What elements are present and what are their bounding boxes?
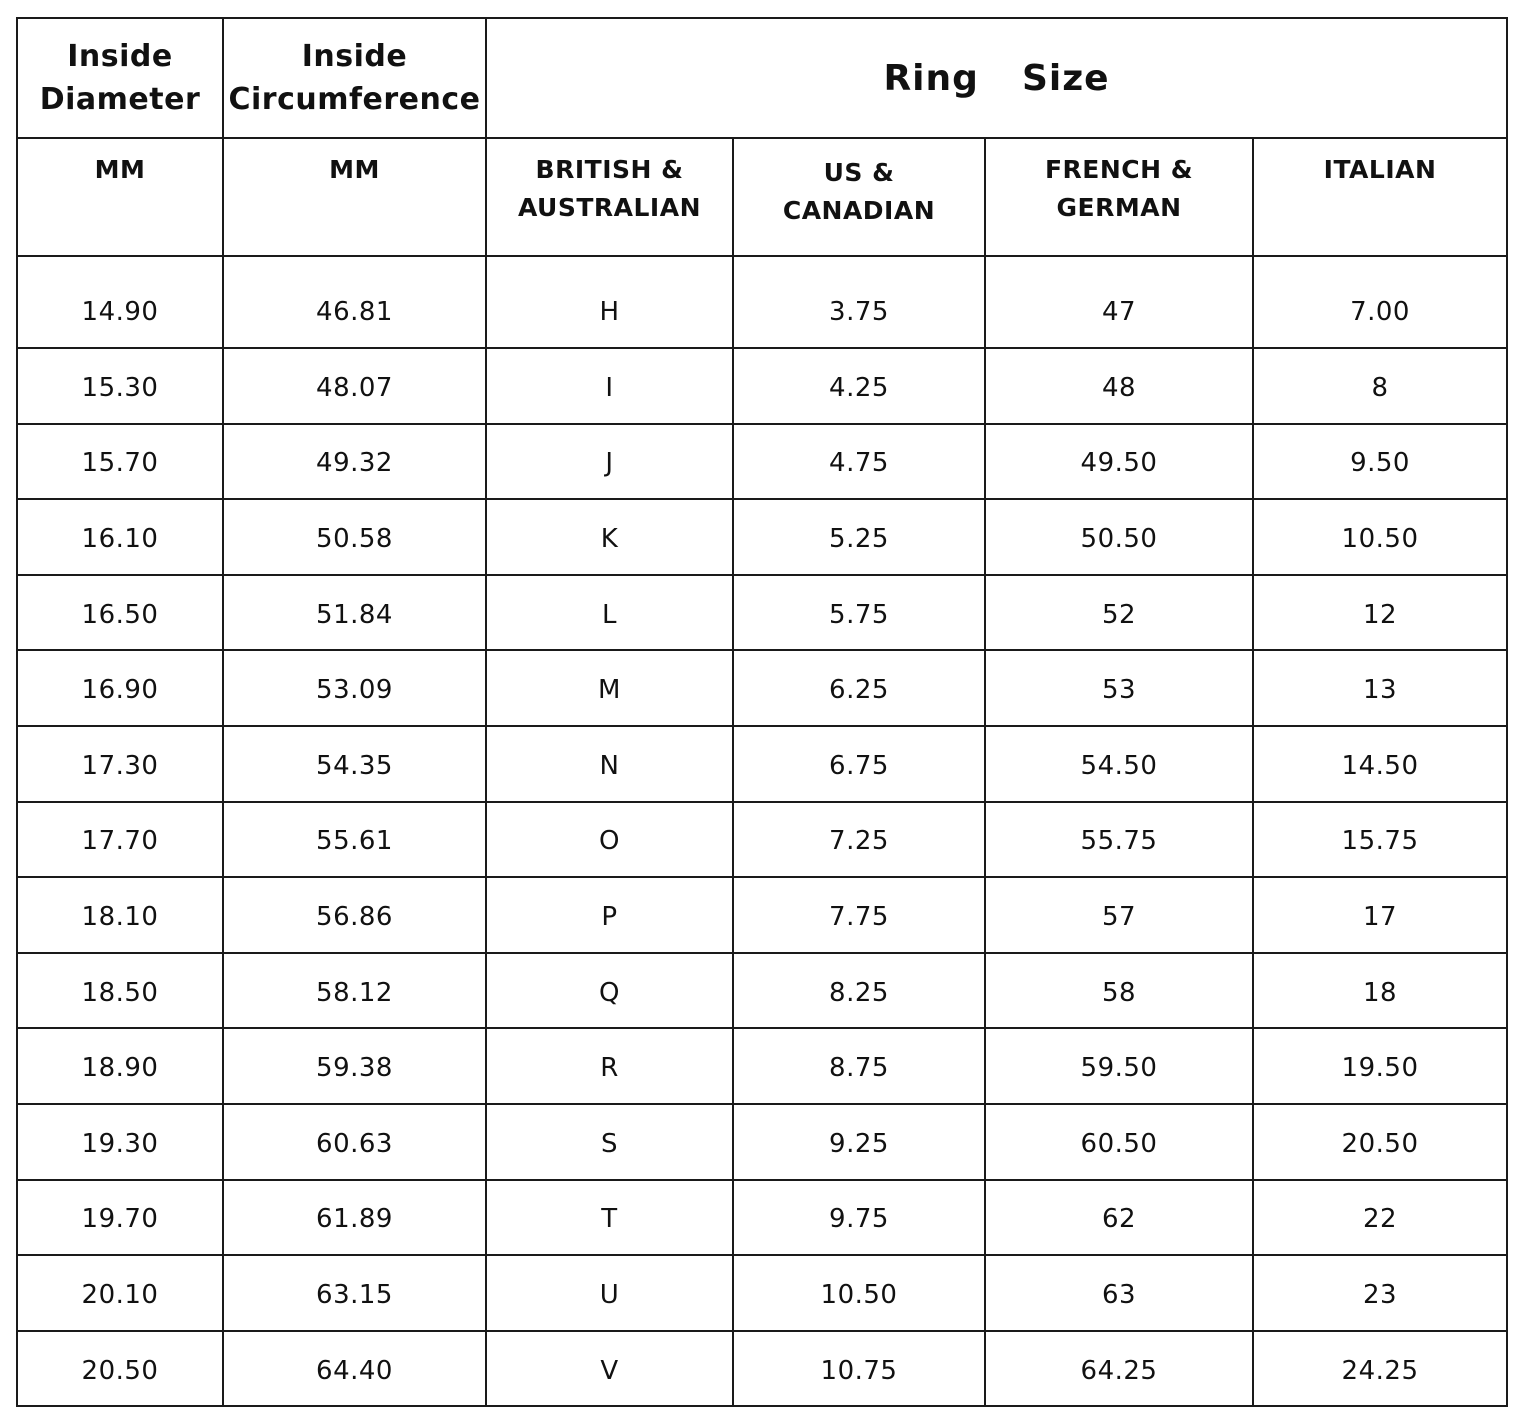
table-row: [17, 424, 1507, 500]
italian-cell: 12: [1253, 575, 1507, 651]
diameter-cell: 14.90: [17, 256, 223, 348]
sub-header-row: [17, 138, 1507, 256]
french-german-cell: 58: [985, 953, 1253, 1029]
italian-cell: 17: [1253, 877, 1507, 953]
us-canadian-cell: 5.75: [733, 575, 985, 651]
table-row: [17, 1028, 1507, 1104]
french-german-cell: 57: [985, 877, 1253, 953]
diameter-cell: 15.70: [17, 424, 223, 500]
french-german-cell: 53: [985, 650, 1253, 726]
circumference-cell: 46.81: [223, 256, 486, 348]
british-australian-cell: P: [486, 877, 733, 953]
us-canadian-cell: 9.25: [733, 1104, 985, 1180]
us-canadian-header: [733, 138, 985, 256]
diameter-cell: 20.50: [17, 1331, 223, 1407]
inside-circumference-label: Inside Circumference: [228, 39, 481, 117]
circumference-cell: 59.38: [223, 1028, 486, 1104]
table-row: [17, 499, 1507, 575]
inside-circumference-header: [223, 18, 486, 138]
us-canadian-cell: 7.25: [733, 802, 985, 878]
diameter-unit-label: MM: [94, 155, 146, 184]
british-australian-cell: K: [486, 499, 733, 575]
diameter-cell: 17.70: [17, 802, 223, 878]
circumference-cell: 53.09: [223, 650, 486, 726]
diameter-cell: 19.30: [17, 1104, 223, 1180]
ring-size-header: [486, 18, 1507, 138]
us-canadian-cell: 4.75: [733, 424, 985, 500]
table-row: [17, 1255, 1507, 1331]
us-canadian-cell: 7.75: [733, 877, 985, 953]
french-german-cell: 55.75: [985, 802, 1253, 878]
table-row: [17, 348, 1507, 424]
italian-cell: 13: [1253, 650, 1507, 726]
british-australian-cell: M: [486, 650, 733, 726]
british-australian-cell: J: [486, 424, 733, 500]
circumference-cell: 63.15: [223, 1255, 486, 1331]
french-german-cell: 64.25: [985, 1331, 1253, 1407]
circumference-cell: 60.63: [223, 1104, 486, 1180]
circumference-cell: 64.40: [223, 1331, 486, 1407]
british-australian-cell: N: [486, 726, 733, 802]
diameter-unit-header: [17, 138, 223, 256]
us-canadian-cell: 6.25: [733, 650, 985, 726]
british-australian-cell: H: [486, 256, 733, 348]
italian-cell: 8: [1253, 348, 1507, 424]
italian-cell: 20.50: [1253, 1104, 1507, 1180]
italian-cell: 14.50: [1253, 726, 1507, 802]
table-body: [17, 256, 1507, 1406]
table-row: [17, 256, 1507, 348]
us-canadian-cell: 10.50: [733, 1255, 985, 1331]
inside-diameter-header: [17, 18, 223, 138]
us-canadian-cell: 4.25: [733, 348, 985, 424]
table-row: [17, 877, 1507, 953]
circumference-cell: 48.07: [223, 348, 486, 424]
italian-header: [1253, 138, 1507, 256]
circumference-cell: 56.86: [223, 877, 486, 953]
british-australian-label: BRITISH & AUSTRALIAN: [517, 155, 702, 222]
us-canadian-cell: 8.75: [733, 1028, 985, 1104]
circumference-unit-header: [223, 138, 486, 256]
ring-size-table: [16, 17, 1508, 1407]
british-australian-cell: O: [486, 802, 733, 878]
british-australian-header: [486, 138, 733, 256]
us-canadian-cell: 3.75: [733, 256, 985, 348]
circumference-cell: 55.61: [223, 802, 486, 878]
table-row: [17, 650, 1507, 726]
us-canadian-cell: 6.75: [733, 726, 985, 802]
italian-cell: 7.00: [1253, 256, 1507, 348]
circumference-cell: 49.32: [223, 424, 486, 500]
italian-label: ITALIAN: [1323, 155, 1437, 184]
french-german-cell: 52: [985, 575, 1253, 651]
circumference-cell: 61.89: [223, 1180, 486, 1256]
italian-cell: 23: [1253, 1255, 1507, 1331]
table-row: [17, 953, 1507, 1029]
french-german-cell: 48: [985, 348, 1253, 424]
french-german-cell: 62: [985, 1180, 1253, 1256]
circumference-cell: 58.12: [223, 953, 486, 1029]
circumference-cell: 51.84: [223, 575, 486, 651]
table-row: [17, 1104, 1507, 1180]
italian-cell: 19.50: [1253, 1028, 1507, 1104]
circumference-cell: 54.35: [223, 726, 486, 802]
french-german-cell: 63: [985, 1255, 1253, 1331]
diameter-cell: 18.10: [17, 877, 223, 953]
group-header-row: [17, 18, 1507, 138]
italian-cell: 18: [1253, 953, 1507, 1029]
us-canadian-cell: 5.25: [733, 499, 985, 575]
british-australian-cell: Q: [486, 953, 733, 1029]
british-australian-cell: T: [486, 1180, 733, 1256]
british-australian-cell: V: [486, 1331, 733, 1407]
diameter-cell: 18.90: [17, 1028, 223, 1104]
french-german-cell: 60.50: [985, 1104, 1253, 1180]
inside-diameter-label: Inside Diameter: [39, 39, 201, 117]
diameter-cell: 15.30: [17, 348, 223, 424]
italian-cell: 24.25: [1253, 1331, 1507, 1407]
us-canadian-label: US & CANADIAN: [782, 158, 936, 225]
us-canadian-cell: 8.25: [733, 953, 985, 1029]
italian-cell: 10.50: [1253, 499, 1507, 575]
italian-cell: 9.50: [1253, 424, 1507, 500]
british-australian-cell: U: [486, 1255, 733, 1331]
french-german-cell: 59.50: [985, 1028, 1253, 1104]
british-australian-cell: L: [486, 575, 733, 651]
us-canadian-cell: 9.75: [733, 1180, 985, 1256]
diameter-cell: 18.50: [17, 953, 223, 1029]
italian-cell: 15.75: [1253, 802, 1507, 878]
british-australian-cell: S: [486, 1104, 733, 1180]
table-row: [17, 726, 1507, 802]
french-german-cell: 50.50: [985, 499, 1253, 575]
french-german-header: [985, 138, 1253, 256]
french-german-cell: 47: [985, 256, 1253, 348]
us-canadian-cell: 10.75: [733, 1331, 985, 1407]
british-australian-cell: R: [486, 1028, 733, 1104]
french-german-label: FRENCH & GERMAN: [1044, 155, 1194, 222]
diameter-cell: 16.50: [17, 575, 223, 651]
french-german-cell: 54.50: [985, 726, 1253, 802]
table-row: [17, 1180, 1507, 1256]
ring-size-label: Ring Size: [883, 57, 1110, 99]
diameter-cell: 19.70: [17, 1180, 223, 1256]
circumference-cell: 50.58: [223, 499, 486, 575]
diameter-cell: 16.90: [17, 650, 223, 726]
british-australian-cell: I: [486, 348, 733, 424]
french-german-cell: 49.50: [985, 424, 1253, 500]
circumference-unit-label: MM: [329, 155, 380, 184]
table-row: [17, 1331, 1507, 1407]
diameter-cell: 20.10: [17, 1255, 223, 1331]
table-row: [17, 802, 1507, 878]
diameter-cell: 17.30: [17, 726, 223, 802]
italian-cell: 22: [1253, 1180, 1507, 1256]
diameter-cell: 16.10: [17, 499, 223, 575]
table-row: [17, 575, 1507, 651]
